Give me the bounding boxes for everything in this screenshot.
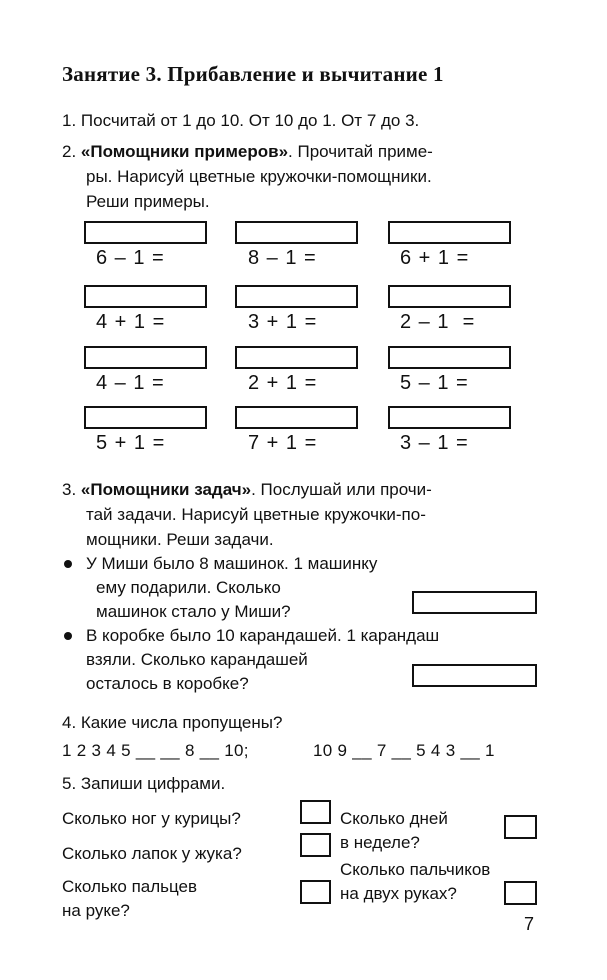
question-fingers-line-1: Сколько пальцев — [62, 877, 198, 896]
example: 8 – 1 = — [248, 247, 317, 269]
answer-box[interactable] — [388, 346, 511, 369]
task-2-line-2: ры. Нарисуй цветные кружочки-помощники. — [86, 167, 432, 186]
problem-2-line-2: взяли. Сколько карандашей — [86, 650, 308, 669]
example: 7 + 1 = — [248, 432, 318, 454]
task-3-instruction: . Послушай или прочи- — [251, 480, 432, 499]
page-title: Занятие 3. Прибавление и вычитание 1 — [62, 62, 444, 86]
task-3-heading — [62, 477, 432, 502]
answer-box[interactable] — [235, 285, 358, 308]
question-fingers-line-2: на руке? — [62, 901, 130, 920]
problem-2-line-3: осталось в коробке? — [86, 674, 249, 693]
answer-box[interactable] — [504, 881, 537, 905]
sequence-right: 10 9 __ 7 __ 5 4 3 __ 1 — [313, 741, 495, 760]
answer-box[interactable] — [84, 406, 207, 429]
answer-box[interactable] — [235, 406, 358, 429]
answer-box[interactable] — [84, 221, 207, 244]
question-week-days-line-2: в неделе? — [340, 833, 420, 852]
problem-1-line-2: ему подарили. Сколько — [96, 578, 281, 597]
answer-box[interactable] — [84, 285, 207, 308]
task-4-label: 4. Какие числа пропущены? — [62, 713, 283, 732]
answer-box[interactable] — [300, 880, 331, 904]
problem-2-line-1: В коробке было 10 карандашей. 1 карандаш — [86, 626, 440, 645]
answer-box[interactable] — [388, 221, 511, 244]
answer-box[interactable] — [235, 221, 358, 244]
answer-box[interactable] — [504, 815, 537, 839]
task-2-line-3: Реши примеры. — [86, 192, 210, 211]
task-3-title: «Помощники задач» — [80, 480, 252, 499]
answer-box[interactable] — [300, 833, 331, 857]
task-5-label: 5. Запиши цифрами. — [62, 774, 226, 793]
problem-1-answer-box[interactable] — [412, 591, 537, 614]
task-2-title: «Помощники примеров» — [80, 142, 289, 161]
question-beetle-legs: Сколько лапок у жука? — [62, 844, 242, 863]
question-two-hands-line-1: Сколько пальчиков — [340, 860, 491, 879]
example: 4 – 1 = — [96, 372, 165, 394]
example: 3 – 1 = — [400, 432, 469, 454]
answer-box[interactable] — [300, 800, 331, 824]
question-two-hands-line-2: на двух руках? — [340, 884, 457, 903]
task-2-number: 2. — [62, 142, 77, 161]
task-1-text: 1. Посчитай от 1 до 10. От 10 до 1. От 7 до 3. — [62, 111, 420, 130]
example: 6 + 1 = — [400, 247, 470, 269]
example: 4 + 1 = — [96, 311, 166, 333]
problem-2-answer-box[interactable] — [412, 664, 537, 687]
task-3-number: 3. — [62, 480, 77, 499]
sequence-left: 1 2 3 4 5 __ __ 8 __ 10; — [62, 741, 249, 760]
example: 5 + 1 = — [96, 432, 166, 454]
problem-1-line-1: У Миши было 8 машинок. 1 машинку — [86, 554, 378, 573]
bullet-icon — [64, 632, 72, 640]
example: 5 – 1 = — [400, 372, 469, 394]
task-3-line-2: тай задачи. Нарисуй цветные кружочки-по- — [86, 505, 426, 524]
task-2-heading — [62, 139, 433, 164]
question-week-days-line-1: Сколько дней — [340, 809, 448, 828]
answer-box[interactable] — [235, 346, 358, 369]
answer-box[interactable] — [84, 346, 207, 369]
answer-box[interactable] — [388, 406, 511, 429]
bullet-icon — [64, 560, 72, 568]
problem-1-line-3: машинок стало у Миши? — [96, 602, 291, 621]
question-chicken-legs: Сколько ног у курицы? — [62, 809, 241, 828]
example: 2 + 1 = — [248, 372, 318, 394]
task-2-instruction: . Прочитай приме- — [288, 142, 433, 161]
example: 6 – 1 = — [96, 247, 165, 269]
task-3-line-3: мощники. Реши задачи. — [86, 530, 274, 549]
answer-box[interactable] — [388, 285, 511, 308]
example: 2 – 1 = — [400, 311, 476, 333]
example: 3 + 1 = — [248, 311, 318, 333]
page-number: 7 — [524, 914, 535, 934]
